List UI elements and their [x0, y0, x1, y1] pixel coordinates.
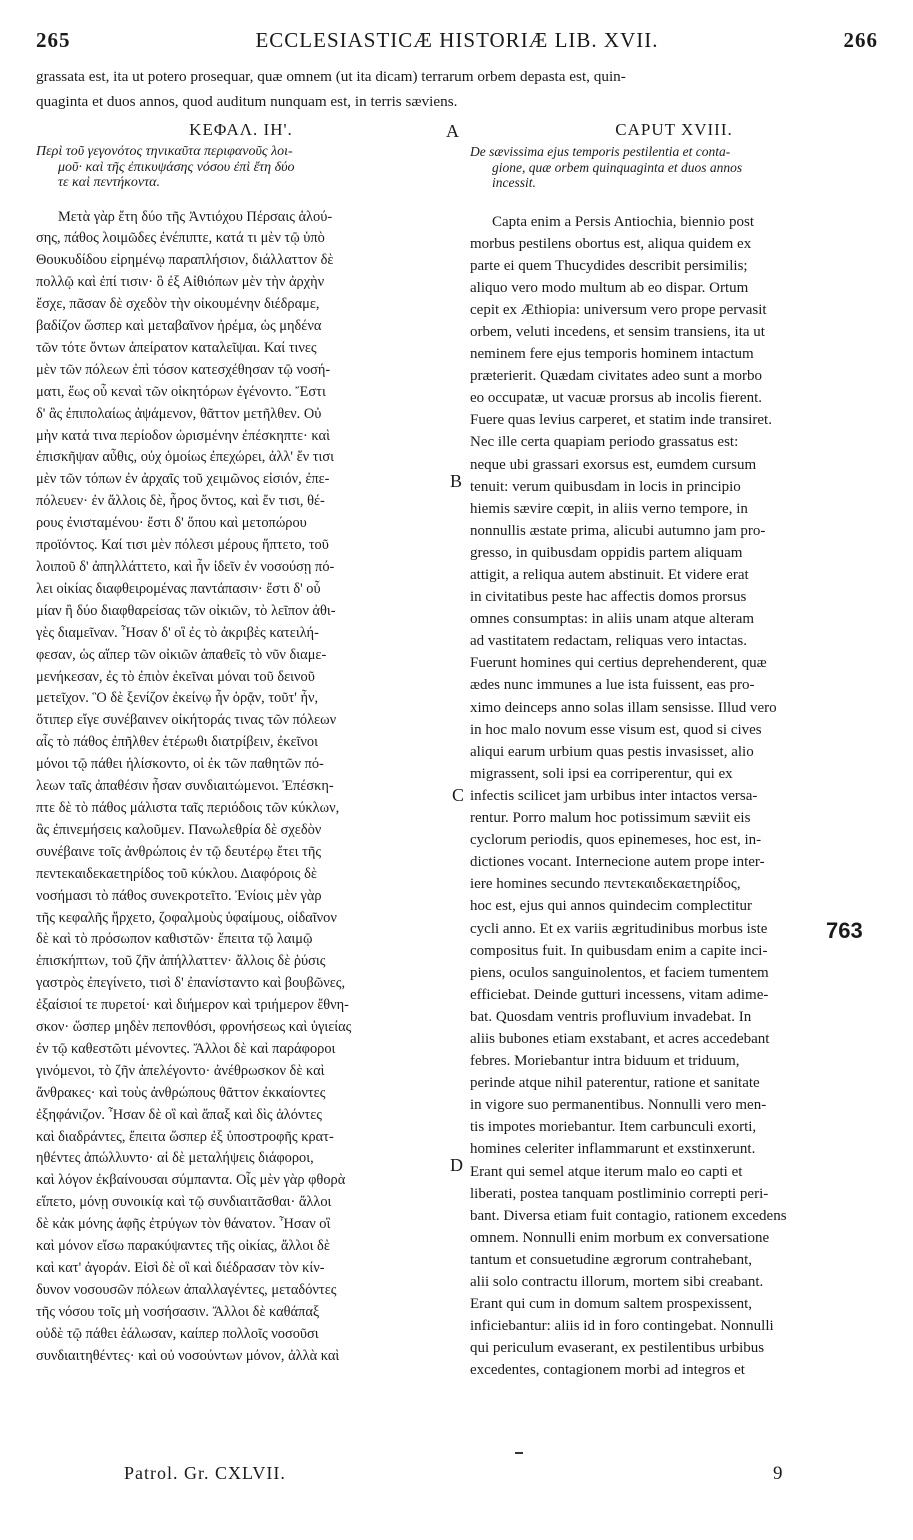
body-line: καὶ μόνον εἴσω παρακύψαντες τῆς οἰκίας, ἄλλοι δὲ	[36, 1238, 330, 1255]
footer-sheet-number: 9	[773, 1463, 783, 1484]
body-line: τῆς νόσου τοῖς μὴ νοσήσασιν. Ἄλλοι δὲ καθάπαξ	[36, 1303, 320, 1320]
body-line: καὶ κατ' ἀγοράν. Εἰσὶ δὲ οἳ καὶ διέδρασαν τὸν κίν-	[36, 1260, 325, 1276]
body-line: ματι, ἕως οὗ κεναὶ τῶν οἰκητόρων ἐγένοντο. Ἔστι	[36, 383, 326, 400]
body-line: πόλευεν· ἐν ἄλλοις δὲ, ἦρος ὄντος, καὶ ἔν τισι, θέ-	[36, 493, 325, 510]
body-line: Nec ille certa quapiam periodo grassatus est:	[470, 434, 739, 451]
body-line: λοιποῦ δ' ἀπηλλάττετο, καὶ ἦν ἰδεῖν ἐν νοσούσῃ πό-	[36, 559, 335, 575]
body-line: præterierit. Quædam civitates adeo sunt a morbo	[470, 368, 763, 385]
body-line: in hoc malo novum esse visum est, quod si cives	[470, 721, 762, 738]
body-line: aliis bubones etiam exstabant, et acres accedebant	[470, 1030, 770, 1047]
body-line: cyclorum periodis, quos epinemeses, hoc est, in-	[470, 832, 762, 849]
body-line: gresso, in quibusdam oppidis partem aliquam	[470, 544, 743, 561]
body-line: ἃς ἐπινεμήσεις καλοῦμεν. Πανωλεθρία δὲ σχεδὸν	[36, 821, 322, 838]
body-line: aliquo vero modo multum ab eo dispar. Ortum	[470, 279, 749, 296]
body-line: Erant qui cum in domum saltem prospexissent,	[470, 1296, 753, 1313]
body-line: attigit, a reliqua autem abstinuit. Et videre erat	[470, 567, 749, 583]
body-line: σκον· ὥσπερ μηδὲν πεπονθόσι, φρονήσεως καὶ ὑγιείας	[36, 1019, 352, 1036]
body-line: Μετὰ γὰρ ἔτη δύο τῆς Ἀντιόχου Πέρσαις ἁλού-	[58, 208, 333, 225]
body-line: bat. Quosdam ventris profluvium invadebat. In	[470, 1008, 752, 1025]
margin-marker-d: D	[450, 1155, 463, 1175]
body-line: ἐξηφάνιζον. Ἦσαν δὲ οἳ καὶ ἅπαξ καὶ δὶς ἁλόντες	[36, 1106, 322, 1123]
body-line: nonnullis æstate prima, alicubi autumno jam pro-	[470, 522, 766, 539]
body-line: perinde atque nihil paterentur, ratione et sanitate	[470, 1075, 760, 1092]
body-line: febres. Moriebantur intra biduum et triduum,	[470, 1053, 740, 1070]
summary-line: Περὶ τοῦ γεγονότος τηνικαῦτα περιφανοῦς λοι-	[36, 144, 293, 159]
latin-chapter-summary	[470, 144, 878, 191]
body-line: φεσαν, ὡς αἵπερ τῶν οἰκιῶν ἀπαθεῖς τὸ νῦν διαμε-	[36, 646, 327, 663]
running-title: ECCLESIASTICÆ HISTORIÆ LIB. XVII.	[255, 28, 659, 52]
body-line: συνδιαιτηθέντες· καὶ οὐ νοσούντων μόνον, ἀλλὰ καὶ	[36, 1347, 340, 1364]
intro-line: quaginta et duos annos, quod auditum nunquam est, in terris sæviens.	[36, 93, 458, 110]
latin-column	[470, 118, 878, 1381]
body-line: parte ei quem Thucydides describit persimilis;	[470, 257, 748, 274]
body-line: καὶ διαδράντες, ἔπειτα ὥσπερ ἐξ ὑποστροφῆς κρατ-	[36, 1128, 334, 1145]
body-line: λεων ταῖς ἀπαθέσιν ἦσαν συνδιαιτώμενοι. Ἐπέσκη-	[36, 778, 334, 795]
body-line: neminem fere ejus temporis hominem intactum	[470, 346, 754, 363]
summary-line: τε καὶ πεντήκοντα.	[58, 175, 160, 190]
latin-body-text	[470, 211, 878, 1382]
summary-line: gione, quæ orbem quinquaginta et duos annos	[492, 159, 743, 175]
body-line: tis impotes moriebantur. Item carbunculi exorti,	[470, 1119, 757, 1136]
body-line: Capta enim a Persis Antiochia, biennio post	[492, 213, 755, 230]
body-line: ædes nunc immunes a lue ista fuissent, eas pro-	[470, 677, 755, 694]
body-line: ad vastitatem redactam, reliquas vero intactas.	[470, 633, 747, 650]
body-line: Fuere quas levius carperet, et statim inde transiret.	[470, 412, 772, 429]
margin-marker-b: B	[450, 471, 463, 491]
body-line: dictiones vocant. Internecione autem prope inter-	[470, 854, 765, 871]
body-line: excedentes, contagionem morbi ad integros et	[470, 1362, 745, 1379]
body-line: eo occupatæ, ut vacuæ prorsus ab incolis fierent.	[470, 390, 763, 407]
body-line: cycli anno. Et ex variis ægritudinibus morbus iste	[470, 920, 768, 937]
intro-line: grassata est, ita ut potero prosequar, quæ omnem (ut ita dicam) terrarum orbem depasta est, quin-	[36, 68, 626, 85]
body-line: hiemis sævire cœpit, in aliis verno tempore, in	[470, 500, 748, 517]
body-line: ἐξαίσιοί τε πυρετοί· καὶ διήμερον καὶ τριήμερον ἔθνη-	[36, 997, 349, 1014]
body-line: migrassent, soli ipsi ea corriperentur, qui ex	[470, 765, 733, 782]
body-line: Θουκυδίδου εἰρημένῳ παραπλήσιον, διάλλαττον δὲ	[36, 252, 334, 269]
body-line: iere homines secundo πεντεκαιδεκαετηρίδος,	[470, 876, 741, 893]
body-line: cepit ex Æthiopia: universum vero prope pervasit	[470, 301, 767, 318]
body-line: infectis scilicet jam urbibus inter intactos versa-	[470, 787, 758, 804]
body-line: omnem. Nonnulli enim morbum ex conversatione	[470, 1229, 770, 1246]
page-header	[36, 28, 878, 58]
footer-signature: Patrol. Gr. CXLVII.	[124, 1463, 286, 1483]
body-line: γὲς διαμεῖναν. Ἦσαν δ' οἳ ἐς τὸ ἀκριβὲς κατειλή-	[36, 624, 319, 641]
body-line: Erant qui semel atque iterum malo eo capti et	[470, 1163, 743, 1180]
greek-body-text	[36, 207, 446, 1368]
body-line: efficiebat. Deinde gutturi incessens, vitam adime-	[470, 986, 769, 1003]
body-line: μενήκεσαν, ἐς τὸ ἐπιὸν ἐκεῖναι μόναι τοῦ δεινοῦ	[36, 668, 315, 685]
intro-text	[36, 64, 878, 114]
body-line: homines celeriter inflammarunt et exstinxerunt.	[470, 1141, 756, 1158]
body-line: δὲ κἀκ μόνης ἁφῆς ἐτρύγων τὸν θάνατον. Ἦσαν οἳ	[36, 1216, 331, 1233]
body-line: μὲν τῶν τόπων ἐν ἀρχαῖς τοῦ χειμῶνος εἰσιόν, ἐπε-	[36, 471, 330, 488]
body-line: liberati, postea tanquam postliminio correpti peri-	[470, 1185, 769, 1202]
body-line: Fuerunt homines qui certius deprehenderent, quæ	[470, 655, 767, 672]
body-line: εἵπετο, μόνῃ συνοικίᾳ καὶ τῷ συνδιαιτᾶσθαι· ἄλλοι	[36, 1194, 332, 1211]
body-line: δυνον νοσουσῶν πόλεων ἀπαλλαγέντες, μεταδόντες	[36, 1281, 337, 1298]
body-line: ἐπισκήπτων, τοῦ ζῆν ἀπήλλαττεν· ἄλλοις δὲ ῥύσις	[36, 953, 326, 970]
body-line: οὐδὲ τῷ πάθει ἑάλωσαν, καίπερ πολλοῖς νοσοῦσι	[36, 1325, 319, 1342]
body-line: ἐπισκῆψαν αὖθις, οὐχ ὁμοίως ἐπεχώρει, ἀλλ' ἔν τισι	[36, 449, 335, 466]
body-line: συνέβαινε τοῖς ἀνθρώποις ἐν τῷ δευτέρῳ ἔτει τῆς	[36, 843, 322, 860]
body-line: σης, πάθος λοιμῶδες ἐνέπιπτε, κατά τι μὲν τῷ ὑπὸ	[36, 230, 325, 247]
body-line: ρους ἐνισταμένου· ἔστι δ' ὅπου καὶ μετοπώρου	[36, 515, 307, 532]
greek-chapter-heading: ΚΕΦΑΛ. ΙΗ'.	[189, 120, 293, 139]
body-line: πεντεκαιδεκαετηρίδος τοῦ κύκλου. Διαφόροις δὲ	[36, 865, 317, 882]
body-line: πολλῷ καὶ ἐπί τισιν· ὃ ἐξ Αἰθιόπων μὲν τὴν ἀρχὴν	[36, 274, 325, 291]
body-line: λει οἰκίας διαφθειρομένας παντάπασιν· ἔστι δ' οὗ	[36, 580, 321, 597]
body-line: alii solo contractu illorum, mortem sibi creabant.	[470, 1274, 764, 1290]
body-line: tantum et consuetudine ægrorum contrahebant,	[470, 1251, 753, 1268]
latin-chapter-heading: CAPUT XVIII.	[615, 120, 733, 139]
body-line: qui periculum evaserant, ex pestilentibus urbibus	[470, 1340, 765, 1357]
body-line: βαδίζον ὥσπερ καὶ μεταβαῖνον ἠρέμα, ὡς μηδένα	[36, 318, 322, 335]
body-line: γαστρὸς ἐπεγίνετο, τισὶ δ' ἐπανίσταντο καὶ βουβῶνες,	[36, 975, 346, 992]
body-line: hoc est, ejus qui annos quindecim complectitur	[470, 898, 753, 915]
body-line: μὲν τῶν πόλεων ἐπὶ τόσον κατεσχέθησαν τῷ νοσή-	[36, 361, 331, 378]
body-line: in civitatibus peste hac affectis domos prorsus	[470, 589, 747, 606]
body-line: orbem, veluti incedens, et sensim transiens, ita ut	[470, 323, 765, 340]
body-line: morbus pestilens obortus est, aliqua quidem ex	[470, 235, 752, 252]
margin-marker-c: C	[452, 785, 465, 805]
body-line: προϊόντος. Καί τισι μὲν πόλεσι μέρους ἥπτετο, τοῦ	[36, 537, 329, 554]
body-line: μίαν ἢ δύο διαφθαρείσας τῶν οἰκιῶν, τὸ λεῖπον ἀθι-	[36, 602, 336, 619]
body-line: μόνοι τῷ πάθει ἡλίσκοντο, οἱ ἐκ τῶν παθητῶν πό-	[36, 756, 324, 773]
body-line: neque ubi grassari exorsus est, eumdem cursum	[470, 456, 757, 473]
column-number: 763	[826, 918, 863, 943]
body-line: νοσήμασι τὸ πάθος συνεκροτεῖτο. Ἐνίοις μὲν γὰρ	[36, 887, 322, 904]
body-line: bant. Diversa etiam fuit contagio, rationem excedens	[470, 1207, 787, 1224]
body-line: γινόμενοι, τὸ ζῆν ἀπελέγοντο· ἀνέθρωσκον δὲ καὶ	[36, 1062, 325, 1079]
body-line: μετεῖχον. Ὃ δὲ ξενίζον ἐκείνῳ ἦν ὁρᾷν, τοῦτ' ἦν,	[36, 690, 319, 707]
summary-line: incessit.	[492, 175, 536, 190]
body-line: μὴν κατά τινα περίοδον ὡρισμένην ἐπέσκηπτε· καὶ	[36, 427, 330, 444]
body-line: καὶ λόγον ἐκβαίνουσαι σύμπαντα. Οἷς μὲν γὰρ φθορὰ	[36, 1172, 346, 1189]
greek-column	[36, 118, 446, 1368]
page-number-right: 266	[843, 28, 878, 52]
body-line: tenuit: verum quibusdam in locis in principio	[470, 478, 741, 495]
footer-dash	[515, 1452, 523, 1454]
page-number-left: 265	[36, 28, 71, 52]
body-line: inficiebantur: aliis id in foro contingebat. Nonnulli	[470, 1318, 774, 1335]
body-line: ximo deinceps anno solas illam sensisse. Illud vero	[470, 699, 777, 716]
margin-marker-a: A	[446, 121, 459, 141]
body-line: ἄνθρακες· καὶ τοὺς ἀνθρώπους θᾶττον ἐκκαίοντες	[36, 1084, 326, 1101]
body-line: τῶν τότε ὄντων ἀπείρατον καταλεῖψαι. Καί τινες	[36, 339, 317, 356]
body-line: in vigore suo permanentibus. Nonnulli vero men-	[470, 1097, 767, 1114]
body-line: δὲ καὶ τὸ πρόσωπον καθιστῶν· ἔπειτα τῷ λαιμῷ	[36, 931, 313, 948]
greek-chapter-summary	[36, 144, 446, 191]
body-line: αἷς τὸ πάθος ἐπῆλθεν ἑτέρωθι διατρίβειν, ἐκεῖνοι	[36, 734, 318, 751]
body-line: πτε δὲ τὸ πάθος μάλιστα ταῖς περιόδοις τῶν κύκλων,	[36, 799, 340, 816]
body-line: aliqui earum urbium quas pestis invasisset, alio	[470, 743, 754, 760]
body-line: ἐν τῷ καθεστῶτι μένοντες. Ἄλλοι δὲ καὶ παράφοροι	[36, 1040, 336, 1057]
body-line: piens, oculos sanguinolentos, et faciem tumentem	[470, 964, 769, 981]
body-line: τῆς κεφαλῆς ἤρχετο, ζοφαλμοὺς ὑφαίμους, οἰδαῖνον	[36, 909, 337, 926]
summary-line: μοῦ· καὶ τῆς ἐπικυψάσης νόσου ἐπὶ ἔτη δύο	[58, 159, 295, 175]
summary-line: De sævissima ejus temporis pestilentia et conta-	[470, 144, 731, 159]
body-line: ηθέντες ἀπώλλυντο· αἱ δὲ μεταλήψεις διάφοροι,	[36, 1150, 314, 1167]
body-line: compositus fuit. In quibusdam enim a capite inci-	[470, 942, 768, 959]
body-line: ἔσχε, πᾶσαν δὲ σχεδὸν τὴν οἰκουμένην διέδραμε,	[36, 296, 320, 313]
body-line: ὅτιπερ εἴγε συνέβαινεν οἰκήτοράς τινας τῶν πόλεων	[36, 712, 337, 729]
body-line: omnes consumptas: in aliis unam atque alteram	[470, 611, 755, 628]
body-line: rentur. Porro malum hoc potissimum sæviit eis	[470, 810, 751, 827]
body-line: δ' ἃς ἐπιπολαίως ἀψάμενον, θᾶττον μετῆλθεν. Οὐ	[36, 405, 322, 422]
